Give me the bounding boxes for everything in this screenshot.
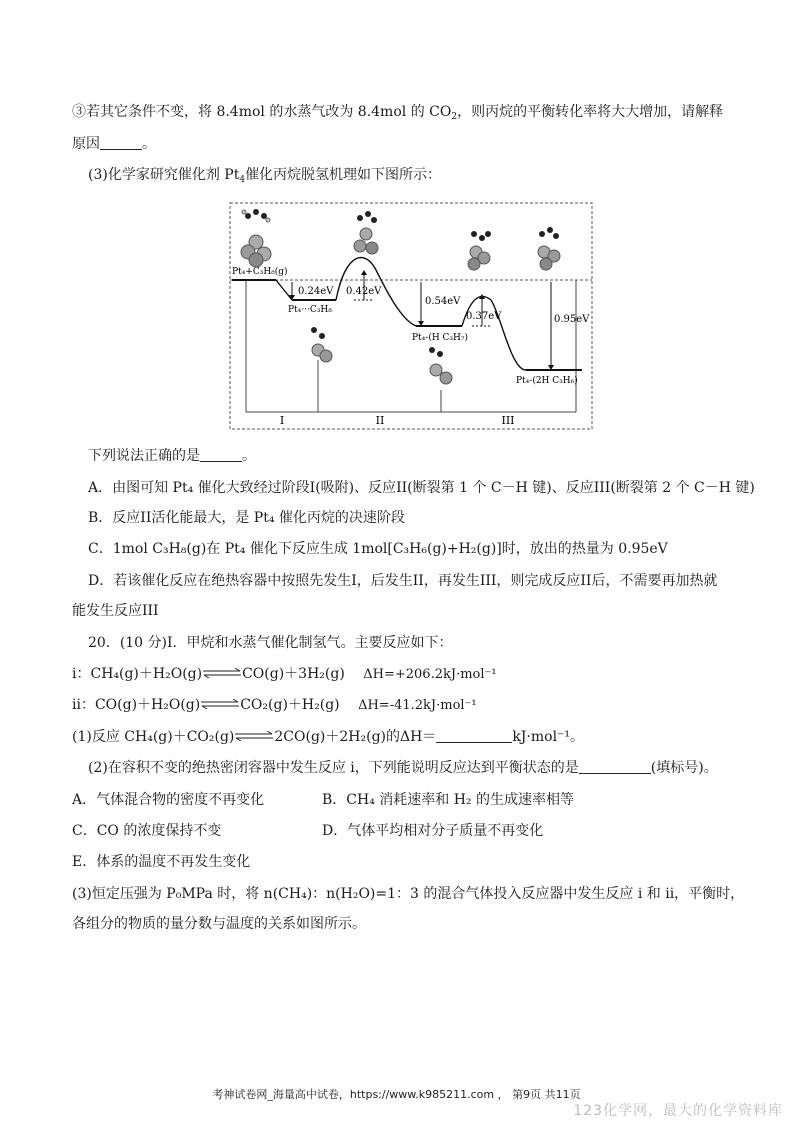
text: ③若其它条件不变，将 8.4mol 的水蒸气改为 8.4mol 的 CO [72,104,452,120]
q20-sub1 [72,727,584,747]
q20-reaction-i [72,664,497,685]
energy-label-0-95: 0.95eV [554,314,590,325]
text: 。 [242,448,256,464]
text: i：CH₄(g)＋H₂O(g) [72,666,203,682]
q19-option-b: B．反应II活化能最大，是 Pt₄ 催化丙烷的决速阶段 [88,510,405,526]
diagram-frame [230,203,592,429]
text: 催化丙烷脱氢机理如下图所示： [245,167,442,183]
answer-blank[interactable] [436,728,512,743]
stage-3-label: III [501,414,515,427]
q20-sub3-line1: (3)恒定压强为 P₀MPa 时，将 n(CH₄)：n(H₂O)=1：3 的混合气体投入反应器中发生反应 i 和 ii，平衡时， [72,886,745,902]
text: ，则丙烷的平衡转化率将大大增加，请解释 [457,104,724,120]
stage-1-label: I [279,414,285,427]
molecule-cluster-mid-bottom [429,347,452,384]
text: CO(g)＋3H₂(g) [242,666,345,682]
q19-part3-line1 [72,102,723,127]
q19-part3-line2 [72,134,156,154]
q20-option-a: A．气体混合物的密度不再变化 [72,792,265,808]
energy-label-0-37: 0.37eV [466,311,502,322]
page-footer: 考神试卷网_海量高中试卷，https://www.k985211.com ， 第9页 共11页 [212,1088,581,1101]
equilibrium-arrow-icon [200,699,240,709]
answer-blank[interactable] [200,447,242,462]
energy-label-0-24: 0.24eV [298,286,334,297]
q20-option-d: D．气体平均相对分子质量不再变化 [322,823,544,839]
molecule-cluster-mid-top [468,231,491,270]
text: 原因 [72,136,100,152]
text: 。 [142,136,156,152]
q20-sub2 [88,758,718,778]
energy-profile-diagram [226,200,596,432]
q20-sub3-line2: 各组分的物质的量分数与温度的关系如图所示。 [72,916,366,932]
q19-sub3-intro [88,165,441,190]
q20-header: 20．(10 分)I．甲烷和水蒸气催化制氢气。主要反应如下： [88,635,453,651]
q19-question [88,446,256,466]
text: CO₂(g)＋H₂(g) [240,697,340,713]
text: ii：CO(g)＋H₂O(g) [72,697,201,713]
energy-label-0-54: 0.54eV [425,296,461,307]
q20-reaction-ii [72,695,477,716]
stage-2-label: II [375,414,385,427]
molecule-cluster-start [241,209,271,267]
subscript: 4 [239,175,246,185]
text: 2CO(g)＋2H₂(g)的ΔH＝ [274,729,437,745]
answer-blank[interactable] [579,759,651,774]
start-species-label: Pt₄+C₃H₈(g) [232,267,288,277]
enthalpy: ΔH=+206.2kJ·mol⁻¹ [363,667,497,682]
q20-option-e: E．体系的温度不再发生变化 [72,854,251,870]
intermediate-species-label: Pt₄-(H C₃H₇) [412,333,469,343]
q19-option-d-line2: 能发生反应III [72,603,159,619]
answer-blank[interactable] [100,135,142,150]
q20-option-b: B．CH₄ 消耗速率和 H₂ 的生成速率相等 [322,792,574,808]
text: kJ·mol⁻¹。 [512,729,585,745]
text: 下列说法正确的是 [88,448,200,464]
text: (填标号)。 [650,760,718,776]
equilibrium-arrow-icon [202,668,242,678]
equilibrium-arrow-icon [234,731,274,741]
text: (1)反应 CH₄(g)＋CO₂(g) [72,729,235,745]
molecule-cluster-final-top [538,227,560,270]
q20-options-row2 [72,821,544,841]
subscript: 2 [451,112,458,122]
final-species-label: Pt₄-(2H C₃H₆) [516,376,578,386]
energy-label-0-42: 0.42eV [346,286,382,297]
molecule-cluster-adsorbed [311,327,332,362]
text: (2)在容积不变的绝热密闭容器中发生反应 i，下列能说明反应达到平衡状态的是 [88,760,579,776]
text: (3)化学家研究催化剂 Pt [88,167,240,183]
q19-option-c: C．1mol C₃H₈(g)在 Pt₄ 催化下反应生成 1mol[C₃H₆(g)+H₂(g)]时，放出的热量为 0.95eV [88,541,668,557]
adsorbed-species-label: Pt₄···C₃H₈ [288,305,332,315]
q19-option-d-line1: D．若该催化反应在绝热容器中按照先发生I，后发生II，再发生III，则完成反应II后，不需要再加热就 [88,573,718,589]
enthalpy: ΔH=-41.2kJ·mol⁻¹ [358,698,477,713]
molecule-cluster-ts1 [354,211,378,254]
arrow-head [361,270,367,275]
q19-option-a: A．由图可知 Pt₄ 催化大致经过阶段I(吸附)、反应II(断裂第 1 个 C－H 键)、反应III(断裂第 2 个 C－H 键) [88,480,755,496]
watermark: 123化学网，最大的化学资料库 [573,1103,783,1119]
q20-option-c: C．CO 的浓度保持不变 [72,823,222,839]
q20-options-row1 [72,790,574,810]
